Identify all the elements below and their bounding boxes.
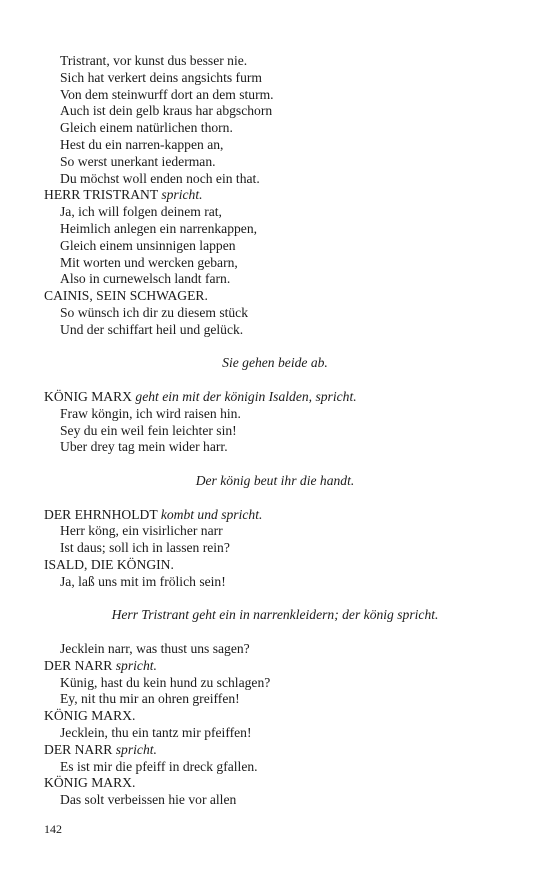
speaker-heading xyxy=(44,707,135,724)
speaker-heading xyxy=(44,657,157,674)
verse-line: Künig, hast du kein hund zu schlagen? xyxy=(60,674,271,690)
verse-line: Heimlich anlegen ein narrenkappen, xyxy=(60,221,258,236)
speaker-name: ISALD, DIE KÖNGIN. xyxy=(44,557,174,572)
speaker-direction: spricht. xyxy=(115,741,157,757)
verse-line: Mit worten und wercken gebarn, xyxy=(60,254,238,270)
verse-line: Hest du ein narren-kappen an, xyxy=(60,137,224,152)
verse-line: Gleich einem natürlichen thorn. xyxy=(60,120,233,136)
speaker-name: CAINIS, SEIN SCHWAGER. xyxy=(44,288,208,304)
verse-line: Uber drey tag mein wider harr. xyxy=(60,439,228,455)
speaker-heading xyxy=(44,388,357,405)
verse-line: Jecklein narr, was thust uns sagen? xyxy=(60,641,250,656)
speaker-direction: spricht. xyxy=(115,657,157,673)
verse-line: Und der schiffart heil und gelück. xyxy=(60,321,244,337)
verse-line: Fraw köngin, ich wird raisen hin. xyxy=(60,405,241,421)
speaker-name: KÖNIG MARX. xyxy=(44,775,136,791)
verse-line: Gleich einem unsinnigen lappen xyxy=(60,237,236,253)
verse-line: Ja, ich will folgen deinem rat, xyxy=(60,204,222,220)
stage-direction: Herr Tristrant geht ein in narrenkleidern; der könig spricht. xyxy=(111,607,439,623)
verse-line: Das solt verbeissen hie vor allen xyxy=(60,792,237,808)
page-number: 142 xyxy=(44,822,62,836)
verse-line: Sey du ein weil fein leichter sin! xyxy=(60,422,237,438)
verse-line: Du möchst woll enden noch ein that. xyxy=(60,170,260,186)
verse-line: Es ist mir die pfeiff in dreck gfallen. xyxy=(60,758,258,774)
verse-line: So werst unerkant iederman. xyxy=(60,153,216,169)
verse-line: Tristrant, vor kunst dus besser nie. xyxy=(60,53,248,68)
speaker-heading xyxy=(44,287,208,304)
verse-line: Von dem steinwurff dort an dem sturm. xyxy=(60,86,274,102)
verse-line: Ey, nit thu mir an ohren greiffen! xyxy=(60,691,240,707)
verse-line: Also in curnewelsch landt farn. xyxy=(60,271,231,287)
speaker-name: KÖNIG MARX. xyxy=(44,708,136,724)
verse-line: Ja, laß uns mit im frölich sein! xyxy=(60,573,226,589)
verse-line: Sich hat verkert deins angsichts furm xyxy=(60,69,262,85)
speaker-name: DER EHRNHOLDT xyxy=(44,506,158,522)
verse-line: Jecklein, thu ein tantz mir pfeiffen! xyxy=(60,725,252,740)
speaker-heading xyxy=(44,506,262,523)
speaker-name: DER NARR xyxy=(44,657,113,673)
stage-direction: Sie gehen beide ab. xyxy=(222,355,328,371)
verse-line: So wünsch ich dir zu diesem stück xyxy=(60,305,249,320)
speaker-name: HERR TRISTRANT xyxy=(44,187,158,203)
speaker-heading xyxy=(44,741,157,758)
speaker-direction: geht ein mit der königin Isalden, spricht. xyxy=(135,389,357,404)
verse-line: Auch ist dein gelb kraus har abgschorn xyxy=(60,103,273,119)
speaker-name: KÖNIG MARX xyxy=(44,389,132,404)
stage-direction: Der könig beut ihr die handt. xyxy=(195,473,355,488)
speaker-heading xyxy=(44,556,174,573)
verse-line: Herr köng, ein visirlicher narr xyxy=(60,523,223,539)
verse-line: Ist daus; soll ich in lassen rein? xyxy=(60,540,230,556)
speaker-direction: kombt und spricht. xyxy=(160,506,263,522)
speaker-heading xyxy=(44,186,203,203)
speaker-heading xyxy=(44,774,135,791)
speaker-direction: spricht. xyxy=(161,187,203,203)
speaker-name: DER NARR xyxy=(44,741,113,757)
